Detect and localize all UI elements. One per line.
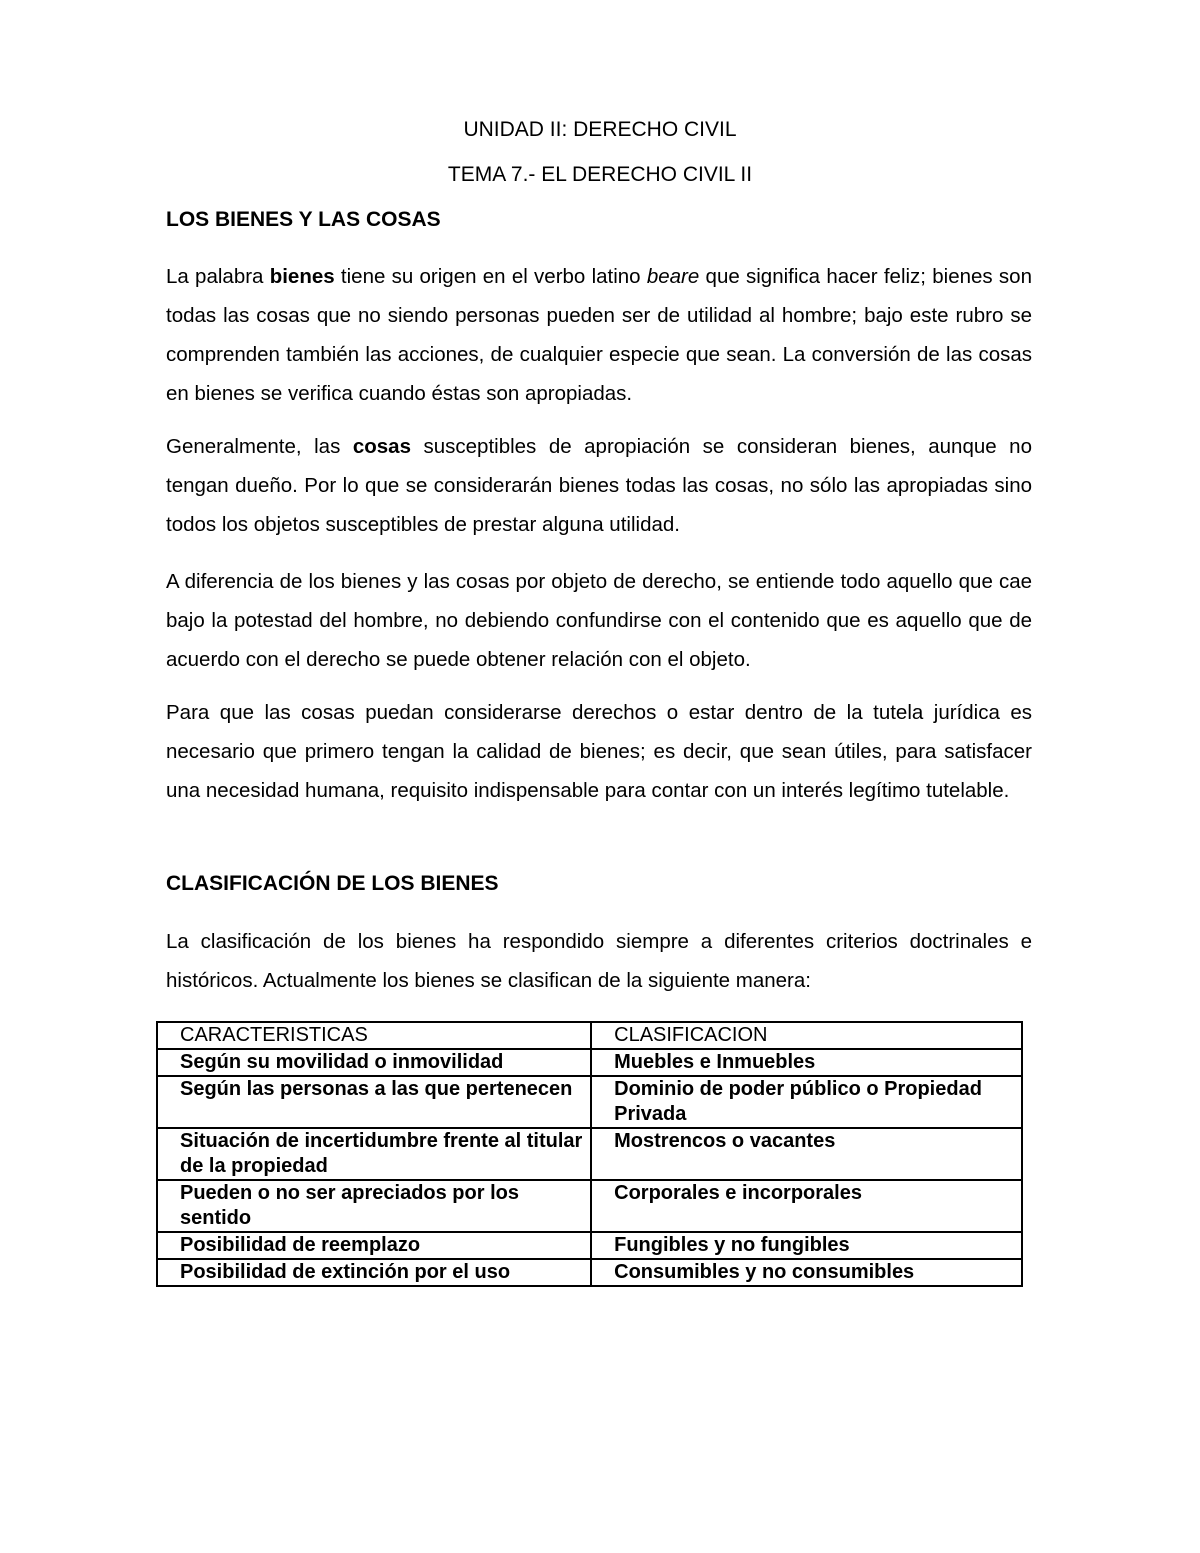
table-cell-caracteristica: Según su movilidad o inmovilidad (157, 1049, 591, 1076)
table-cell-caracteristica: Situación de incertidumbre frente al titular de la propiedad (157, 1128, 591, 1180)
paragraph-text: tiene su origen en el verbo latino (334, 265, 647, 288)
table-row (157, 1232, 1022, 1259)
table-row (157, 1259, 1022, 1286)
table-header-row (157, 1022, 1022, 1049)
table-cell-caracteristica: Según las personas a las que pertenecen (157, 1076, 591, 1128)
table-header-cell: CARACTERISTICAS (157, 1022, 591, 1049)
table-header-cell: CLASIFICACION (591, 1022, 1022, 1049)
paragraph-text: susceptibles de apropiación se consideran bienes, aunque no tengan dueño. Por lo que se considerarán bienes todas las cosas, no sólo las apropiadas sino todos los objetos susceptibles de prestar alguna utilidad. (166, 435, 1032, 536)
paragraph-text: Generalmente, las (166, 435, 353, 458)
table-row (157, 1180, 1022, 1232)
table-cell-clasificacion: Consumibles y no consumibles (591, 1259, 1022, 1286)
table-cell-caracteristica: Pueden o no ser apreciados por los sentido (157, 1180, 591, 1232)
table-row (157, 1128, 1022, 1180)
table-row (157, 1049, 1022, 1076)
paragraph-cosas-apropiacion (166, 427, 1032, 544)
table-cell-caracteristica: Posibilidad de reemplazo (157, 1232, 591, 1259)
paragraph-clasificacion-intro: La clasificación de los bienes ha respondido siempre a diferentes criterios doctrinales e históricos. Actualmente los bienes se clasifican de la siguiente manera: (166, 930, 1032, 992)
table-cell-clasificacion: Muebles e Inmuebles (591, 1049, 1022, 1076)
paragraph-bienes-origin (166, 257, 1032, 413)
table-cell-clasificacion: Dominio de poder público o Propiedad Privada (591, 1076, 1022, 1128)
bold-term-bienes: bienes (269, 265, 335, 288)
bold-term-cosas: cosas (352, 435, 411, 458)
topic-title: TEMA 7.- EL DERECHO CIVIL II (447, 163, 753, 186)
table-cell-clasificacion: Fungibles y no fungibles (591, 1232, 1022, 1259)
paragraph-tutela-juridica: Para que las cosas puedan considerarse derechos o estar dentro de la tutela jurídica es necesario que primero tengan la calidad de bienes; es decir, que sean útiles, para satisfacer una necesidad humana, requisito indispensable para contar con un interés legítimo tutelable. (166, 701, 1032, 802)
unit-title: UNIDAD II: DERECHO CIVIL (463, 118, 737, 141)
table-cell-clasificacion: Corporales e incorporales (591, 1180, 1022, 1232)
paragraph-text: que significa hacer feliz; bienes son todas las cosas que no siendo personas pueden ser de utilidad al hombre; bajo este rubro se comprenden también las acciones, de cualquier especie que sean. La conversión de las cosas en bienes se verifica cuando éstas son apropiadas. (166, 265, 1032, 405)
section-heading-bienes-cosas: LOS BIENES Y LAS COSAS (166, 208, 441, 231)
italic-term-beare: beare (646, 265, 700, 288)
paragraph-text: La palabra (166, 265, 270, 288)
table-row (157, 1076, 1022, 1128)
table-cell-clasificacion: Mostrencos o vacantes (591, 1128, 1022, 1180)
paragraph-objeto-derecho: A diferencia de los bienes y las cosas por objeto de derecho, se entiende todo aquello que cae bajo la potestad del hombre, no debiendo confundirse con el contenido que es aquello que de acuerdo con el derecho se puede obtener relación con el objeto. (166, 570, 1032, 671)
table-cell-caracteristica: Posibilidad de extinción por el uso (157, 1259, 591, 1286)
classification-table (156, 1021, 1023, 1287)
section-heading-clasificacion: CLASIFICACIÓN DE LOS BIENES (166, 872, 499, 895)
